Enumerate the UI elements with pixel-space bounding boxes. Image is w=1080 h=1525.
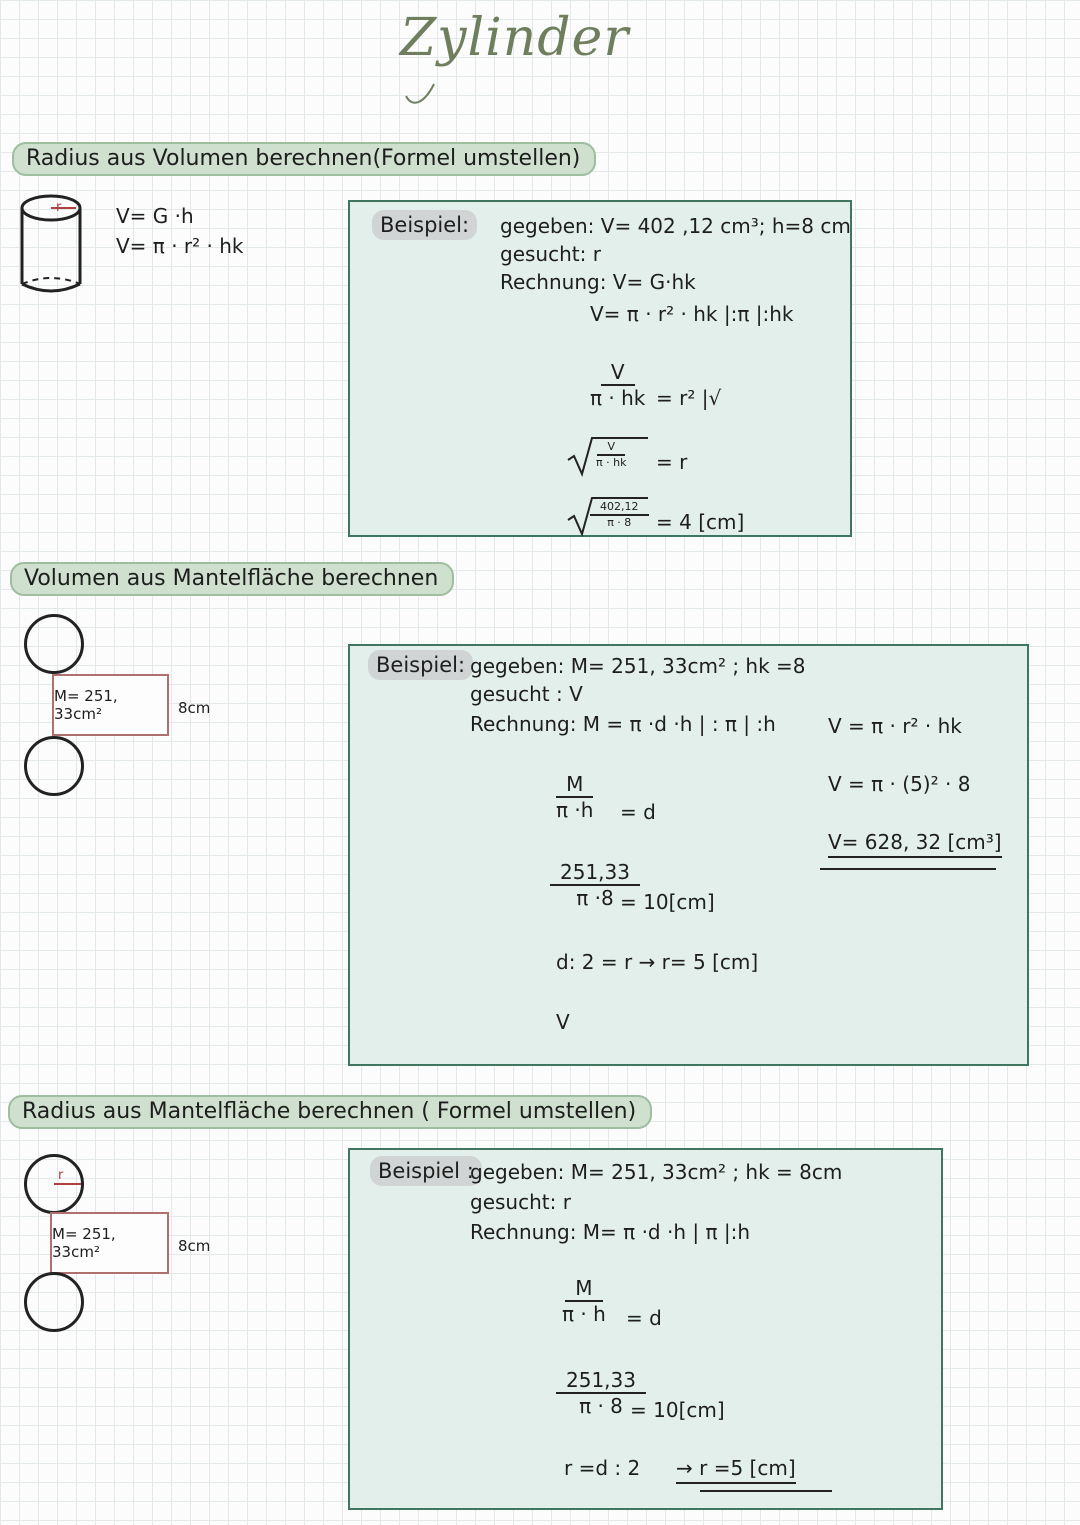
fraction-1: [584, 360, 651, 410]
mantle-area-label: M= 251, 33cm²: [52, 1225, 116, 1261]
cylinder-net-mantle-rect: [52, 674, 169, 736]
fraction-1-denominator: π · hk: [590, 386, 646, 410]
cylinder-net-top-circle: [24, 614, 84, 674]
height-label: 8cm: [178, 699, 211, 717]
example-label: Beispiel:: [368, 650, 473, 680]
fraction-1-numerator: V: [601, 360, 635, 386]
radius-result: [676, 1456, 796, 1480]
calc-step-1: V= π · r² · hk |:π |:hk: [590, 302, 794, 326]
fraction-3-result: = 4 [cm]: [656, 510, 745, 534]
fraction-2-result: = r: [656, 450, 688, 474]
calc-line: Rechnung: M= π ·d ·h | π |:h: [470, 1220, 751, 1244]
radius-label: r: [58, 1168, 64, 1183]
example-box-2: [348, 644, 1029, 1066]
sought-line: gesucht: r: [470, 1190, 571, 1214]
sought-line: gesucht : V: [470, 682, 583, 706]
radius-step: d: 2 = r → r= 5 [cm]: [556, 950, 759, 974]
radius-result-text: → r =5 [cm]: [676, 1456, 796, 1484]
cylinder-icon: [18, 192, 84, 298]
example-label: Beispiel :: [370, 1156, 482, 1186]
fraction-3-numerator: 402,12: [590, 500, 649, 516]
example-box-3: [348, 1148, 943, 1510]
fraction-2-numerator: 251,33: [556, 1368, 646, 1394]
volume-result-text: V= 628, 32 [cm³]: [828, 830, 1002, 858]
formula-volume-base: V= G ·h: [116, 204, 194, 228]
section-heading-radius-volume: Radius aus Volumen berechnen(Formel umstellen): [12, 142, 596, 176]
page-title: Zylinder: [400, 8, 630, 68]
radius-label: r: [56, 200, 62, 215]
fraction-1-result: = d: [626, 1306, 662, 1330]
fraction-2-numerator: 251,33: [550, 860, 640, 886]
fraction-2-numerator: V: [597, 440, 625, 456]
given-line: gegeben: M= 251, 33cm² ; hk = 8cm: [470, 1160, 843, 1184]
fraction-1-denominator: π ·h: [556, 798, 594, 822]
volume-result: [828, 830, 1002, 854]
result-underline: [700, 1490, 832, 1492]
fraction-2-denominator: π · 8: [579, 1394, 623, 1418]
section-heading-volume-mantle: Volumen aus Mantelfläche berechnen: [10, 562, 454, 596]
result-underline: [820, 868, 996, 870]
sought-line: gesucht: r: [500, 242, 601, 266]
fraction-2-denominator: π ·8: [576, 886, 614, 910]
volume-formula-2: V = π · (5)² · 8: [828, 772, 971, 796]
fraction-1-result: = d: [620, 800, 656, 824]
given-line: gegeben: M= 251, 33cm² ; hk =8: [470, 654, 806, 678]
fraction-1-denominator: π · h: [562, 1302, 606, 1326]
cylinder-net-mantle-rect: [50, 1212, 169, 1274]
fraction-1-numerator: M: [565, 1276, 602, 1302]
calc-line: Rechnung: V= G·hk: [500, 270, 696, 294]
example-box-1: [348, 200, 852, 537]
example-label: Beispiel:: [372, 210, 477, 240]
fraction-2: [590, 440, 632, 470]
title-flourish: [404, 82, 464, 112]
radius-line-icon: [24, 1154, 84, 1214]
height-label: 8cm: [178, 1237, 211, 1255]
fraction-1: [550, 772, 599, 822]
fraction-1-numerator: M: [556, 772, 593, 798]
given-line: gegeben: V= 402 ,12 cm³; h=8 cm: [500, 214, 851, 238]
fraction-2-result: = 10[cm]: [630, 1398, 725, 1422]
fraction-1: [556, 1276, 612, 1326]
section-heading-radius-mantle: Radius aus Mantelfläche berechnen ( Formel umstellen): [8, 1095, 652, 1129]
fraction-3: [590, 500, 649, 530]
radius-step: r =d : 2: [564, 1456, 641, 1480]
calc-line: Rechnung: M = π ·d ·h | : π | :h: [470, 712, 776, 736]
volume-step: V: [556, 1010, 570, 1034]
fraction-3-denominator: π · 8: [607, 516, 632, 529]
cylinder-net-bottom-circle: [24, 1272, 84, 1332]
fraction-2-result: = 10[cm]: [620, 890, 715, 914]
mantle-area-label: M= 251, 33cm²: [54, 687, 118, 723]
volume-formula-1: V = π · r² · hk: [828, 714, 962, 738]
fraction-2-denominator: π · hk: [596, 456, 627, 469]
cylinder-net-bottom-circle: [24, 736, 84, 796]
fraction-1-result: = r² |√: [656, 386, 722, 410]
formula-volume-radius: V= π · r² · hk: [116, 234, 244, 258]
